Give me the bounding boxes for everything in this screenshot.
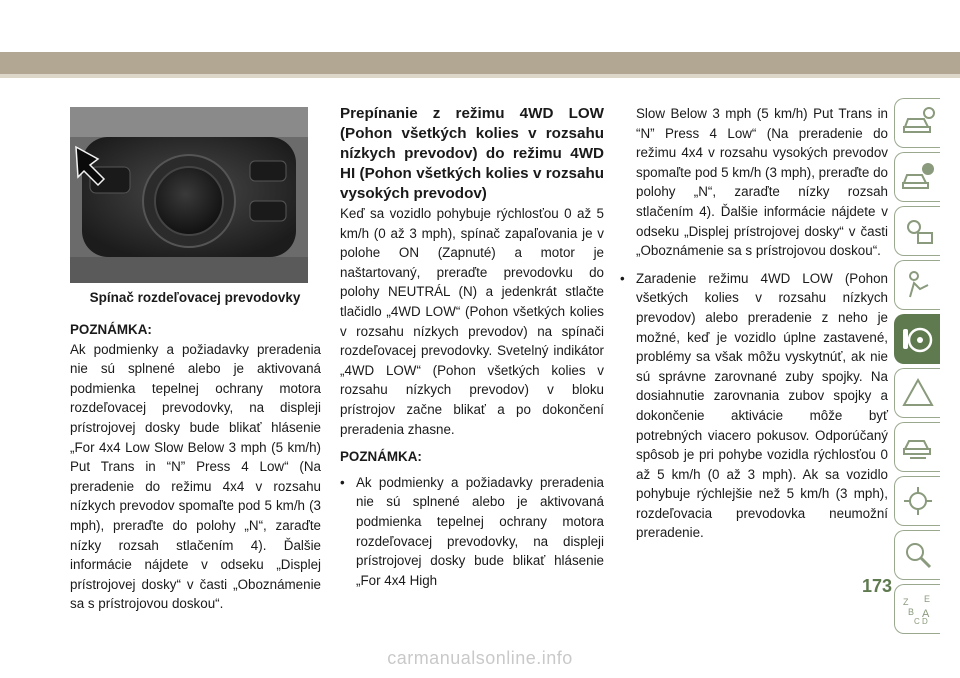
tab-steering-wheel[interactable] — [894, 314, 940, 364]
tab-search[interactable] — [894, 530, 940, 580]
svg-text:Z: Z — [902, 597, 908, 607]
tab-gear-tools[interactable] — [894, 476, 940, 526]
watermark: carmanualsonline.info — [387, 648, 573, 668]
tab-car-lift[interactable] — [894, 422, 940, 472]
svg-text:C D: C D — [913, 617, 928, 626]
top-stripe — [0, 52, 960, 74]
note-text: Ak podmienky a požiadavky preradenia nie sú splnené alebo je aktivovaná podmienka tepelnej ochrany motora rozdeľovacej prevodovky, na displeji prístrojovej dosky bude blikať hlásenie „For 4x4 Low Slow Below 3 mph (5 km/h) Put Trans in “N” Press 4 Low“ (Na preradenie do režimu 4x4 v rozsahu nízkych prevodov spomaľte pod 5 km/h (3 mph), preraďte do polohy „N“, zaraďte nízky rozsah stlačením 4). Ďalšie informácie nájdete v odseku „Displej prístrojovej dosky“ v časti „Oboznámenie sa s prístrojovou doskou“. — [70, 341, 321, 612]
index-letters-icon — [900, 591, 936, 627]
dashboard-lights-icon — [900, 213, 936, 249]
column-left — [70, 320, 321, 614]
note-heading-2: POZNÁMKA: — [340, 449, 422, 465]
tab-car-check[interactable] — [894, 152, 940, 202]
top-band — [0, 0, 960, 54]
column-right — [620, 104, 888, 543]
section-heading: Prepínanie z režimu 4WD LOW (Pohon všetkých kolies v rozsahu nízkych prevodov) do režimu 4WD HI (Pohon všetkých kolies v rozsahu vysokých prevodov) — [340, 105, 604, 202]
tab-airbag[interactable] — [894, 260, 940, 310]
tab-index[interactable] — [894, 584, 940, 634]
car-lift-icon — [900, 429, 936, 465]
car-info-icon — [900, 105, 936, 141]
note-bullet-1: • Ak podmienky a požiadavky preradenia nie sú splnené alebo je aktivovaná podmienka tepelnej ochrany motora rozdeľovacej prevodovky, na displeji prístrojovej dosky bude blikať hlásenie „For 4x4 High — [340, 473, 604, 591]
svg-text:A: A — [921, 608, 929, 620]
car-check-icon — [900, 159, 936, 195]
tab-warning[interactable] — [894, 368, 940, 418]
transfer-case-illustration — [70, 107, 308, 283]
airbag-icon — [900, 267, 936, 303]
column-middle — [340, 104, 604, 590]
chapter-tabs — [894, 98, 940, 638]
note-bullet-2: • Zaradenie režimu 4WD LOW (Pohon všetkých kolies v rozsahu nízkych prevodov) alebo preradenie z neho je možné, keď je vozidlo úplne zastavené, problémy sa však môžu vyskytnúť, ak nie sú správne zarovnané zuby spojky. Na dosiahnutie zarovnania zubov spojky a dokončenie aktivácie môže byť potrebných viacero pokusov. Odporúčaný spôsob je pri pohybe vozidla rýchlosťou 0 až 5 km/h (0 až 3 mph). Ak sa vozidlo pohybuje rýchlejšie než 5 km/h (3 mph), rozdeľovacia prevodovka neumožní preradenie. — [620, 269, 888, 543]
top-thin-stripe — [0, 74, 960, 78]
tab-dashboard-lights[interactable] — [894, 206, 940, 256]
warning-triangle-icon — [900, 375, 936, 411]
svg-text:B: B — [907, 607, 914, 617]
tab-car-info[interactable] — [894, 98, 940, 148]
magnifier-icon — [900, 537, 936, 573]
steering-wheel-icon — [900, 321, 936, 357]
note-heading: POZNÁMKA: — [70, 322, 152, 337]
page-number: 173 — [861, 576, 892, 596]
gear-tools-icon — [900, 483, 936, 519]
photo-caption: Spínač rozdeľovacej prevodovky — [89, 290, 301, 305]
body-paragraph: Keď sa vozidlo pohybuje rýchlosťou 0 až 5 km/h (0 až 3 mph), spínač zapaľovania je v polohe ON (Zapnuté) a motor je naštartovaný, preraďte prevodovku do polohy NEUTRÁL (N) a jedenkrát stlačte tlačidlo „4WD LOW“ (Pohon všetkých kolies v rozsahu nízkych prevodov) na spínači rozdeľovacej prevodovky. Svetelný indikátor „4WD LOW“ (Pohon všetkých kolies v rozsahu nízkych prevodov) v bloku prístrojov začne blikať a po dokončení preradenia zhasne. — [340, 206, 604, 437]
transfer-case-photo — [70, 107, 308, 283]
note-bullet-1-continued: Slow Below 3 mph (5 km/h) Put Trans in “N” Press 4 Low“ (Na preradenie do režimu 4x4 v rozsahu vysokých prevodov spomaľte pod 5 km/h (3 mph), preraďte do polohy „N“, zaraďte nízky rozsah stlačením 4). Ďalšie informácie nájdete v odseku „Displej prístrojovej dosky“ v časti „Oboznámenie sa s prístrojovou doskou“. — [636, 106, 888, 259]
svg-text:E: E — [923, 594, 930, 604]
